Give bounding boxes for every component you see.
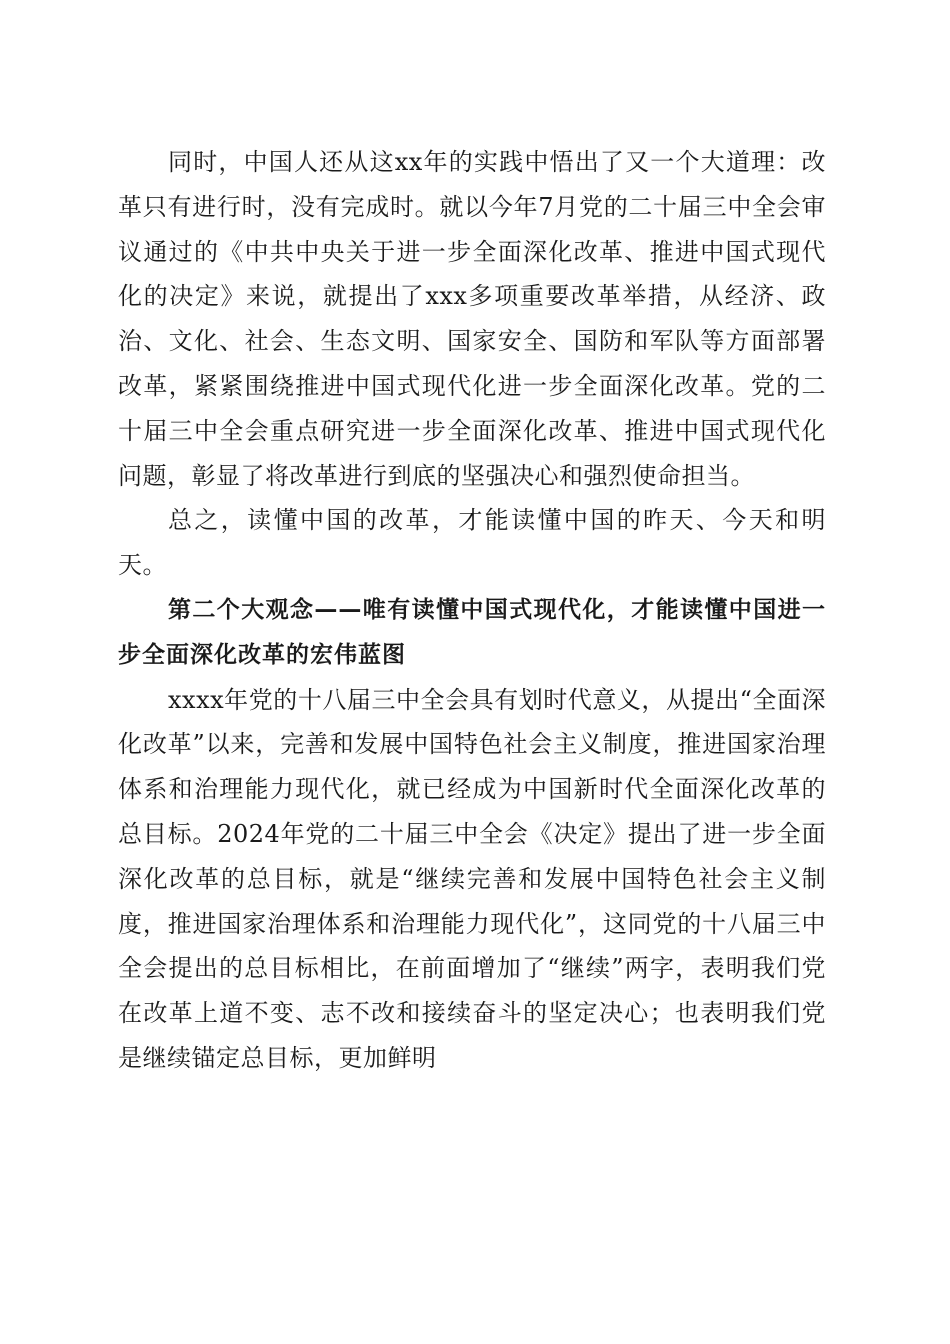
paragraph-overall-goal: xxxx年党的十八届三中全会具有划时代意义，从提出“全面深化改革”以来，完善和发展中国特色社会主义制度，推进国家治理体系和治理能力现代化，就已经成为中国新时代全面深化改革的总目标。2024年党的二十届三中全会《决定》提出了进一步全面深化改革的总目标，就是“继续完善和发展中国特色社会主义制度，推进国家治理体系和治理能力现代化”，这同党的十八届三中全会提出的总目标相比，在前面增加了“继续”两字，表明我们党在改革上道不变、志不改和接续奋斗的坚定决心；也表明我们党是继续锚定总目标，更加鲜明 <box>118 685 826 1072</box>
paragraph-reform-ongoing: 同时，中国人还从这xx年的实践中悟出了又一个大道理：改革只有进行时，没有完成时。就以今年7月党的二十届三中全会审议通过的《中共中央关于进一步全面深化改革、推进中国式现代化的决定》来说，就提出了xxx多项重要改革举措，从经济、政治、文化、社会、生态文明、国家安全、国防和军队等方面部署改革，紧紧围绕推进中国式现代化进一步全面深化改革。党的二十届三中全会重点研究进一步全面深化改革、推进中国式现代化问题，彰显了将改革进行到底的坚强决心和强烈使命担当。 <box>118 148 826 490</box>
section-heading: 第二个大观念——唯有读懂中国式现代化，才能读懂中国进一步全面深化改革的宏伟蓝图 <box>118 596 826 668</box>
paragraph-summary: 总之，读懂中国的改革，才能读懂中国的昨天、今天和明天。 <box>118 506 826 580</box>
document-body <box>118 140 826 1081</box>
